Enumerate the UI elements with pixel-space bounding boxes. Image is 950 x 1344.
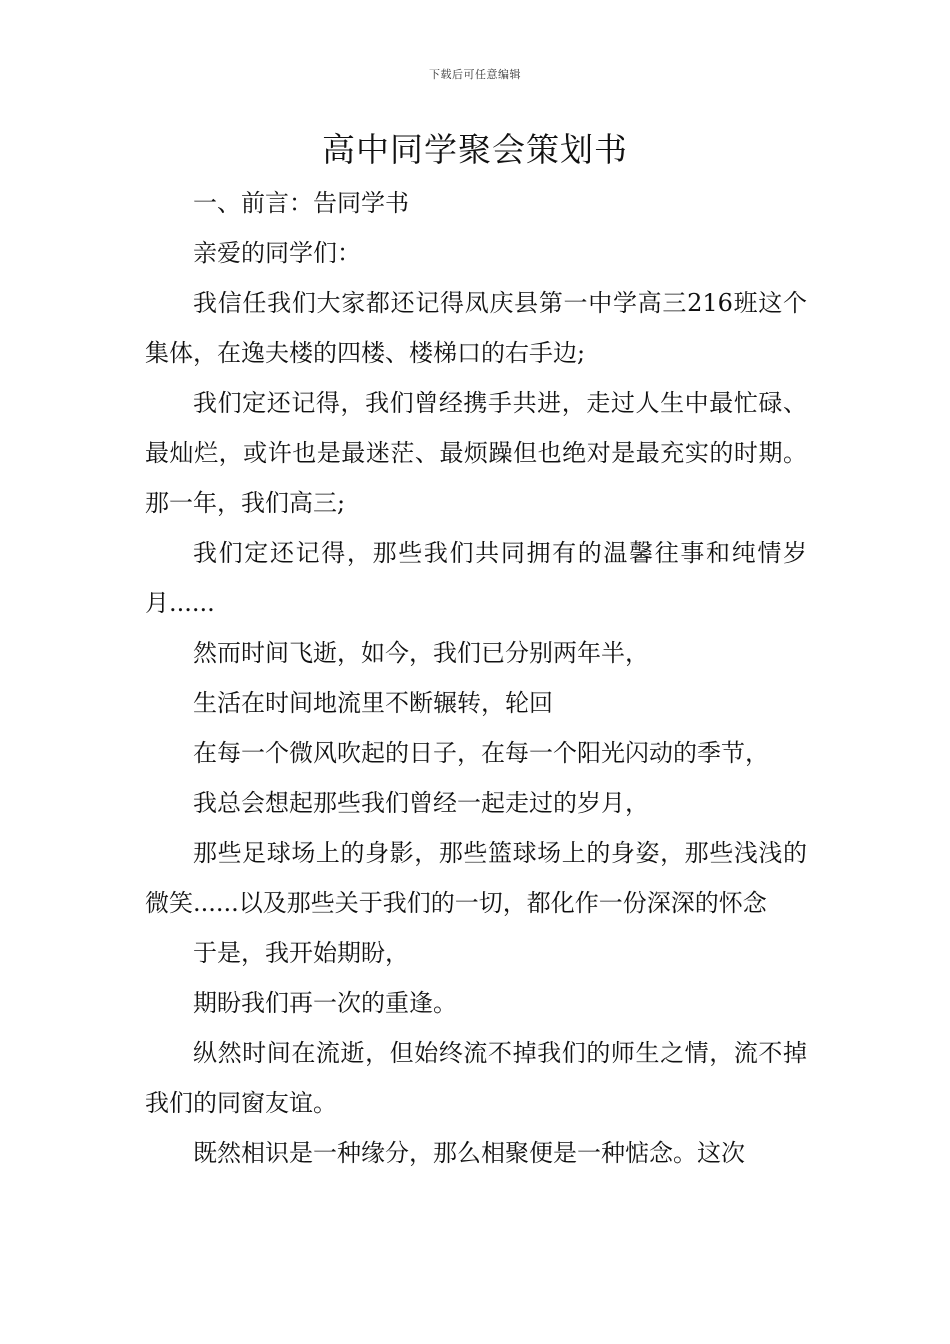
- header-note: 下载后可任意编辑: [429, 68, 521, 81]
- paragraph: 然而时间飞逝，如今，我们已分别两年半，: [193, 639, 649, 667]
- paragraph: 既然相识是一种缘分，那么相聚便是一种惦念。这次: [193, 1139, 745, 1167]
- paragraph: 我总会想起那些我们曾经一起走过的岁月，: [193, 789, 649, 817]
- paragraph: 生活在时间地流里不断辗转，轮回: [193, 689, 553, 717]
- paragraph: 纵然时间在流逝，但始终流不掉我们的师生之情，流不掉我们的同窗友谊。: [145, 1039, 807, 1117]
- paragraph: 在每一个微风吹起的日子，在每一个阳光闪动的季节，: [193, 739, 769, 767]
- paragraph: 期盼我们再一次的重逢。: [193, 989, 457, 1017]
- document-title: 高中同学聚会策划书: [322, 130, 628, 169]
- paragraph-preface-heading: 一、前言：告同学书: [193, 189, 409, 217]
- paragraph: 我们定还记得，那些我们共同拥有的温馨往事和纯情岁月......: [145, 539, 807, 617]
- paragraph: 于是，我开始期盼，: [193, 939, 409, 967]
- paragraph: 我信任我们大家都还记得凤庆县第一中学高三216班这个集体，在逸夫楼的四楼、楼梯口的右手边;: [145, 289, 807, 367]
- document-body: [145, 178, 807, 1178]
- paragraph: 我们定还记得，我们曾经携手共进，走过人生中最忙碌、最灿烂，或许也是最迷茫、最烦躁但也绝对是最充实的时期。那一年，我们高三;: [145, 389, 807, 517]
- paragraph: 那些足球场上的身影，那些篮球场上的身姿，那些浅浅的微笑......以及那些关于我们的一切，都化作一份深深的怀念: [145, 839, 807, 917]
- paragraph-salutation: 亲爱的同学们：: [193, 239, 361, 267]
